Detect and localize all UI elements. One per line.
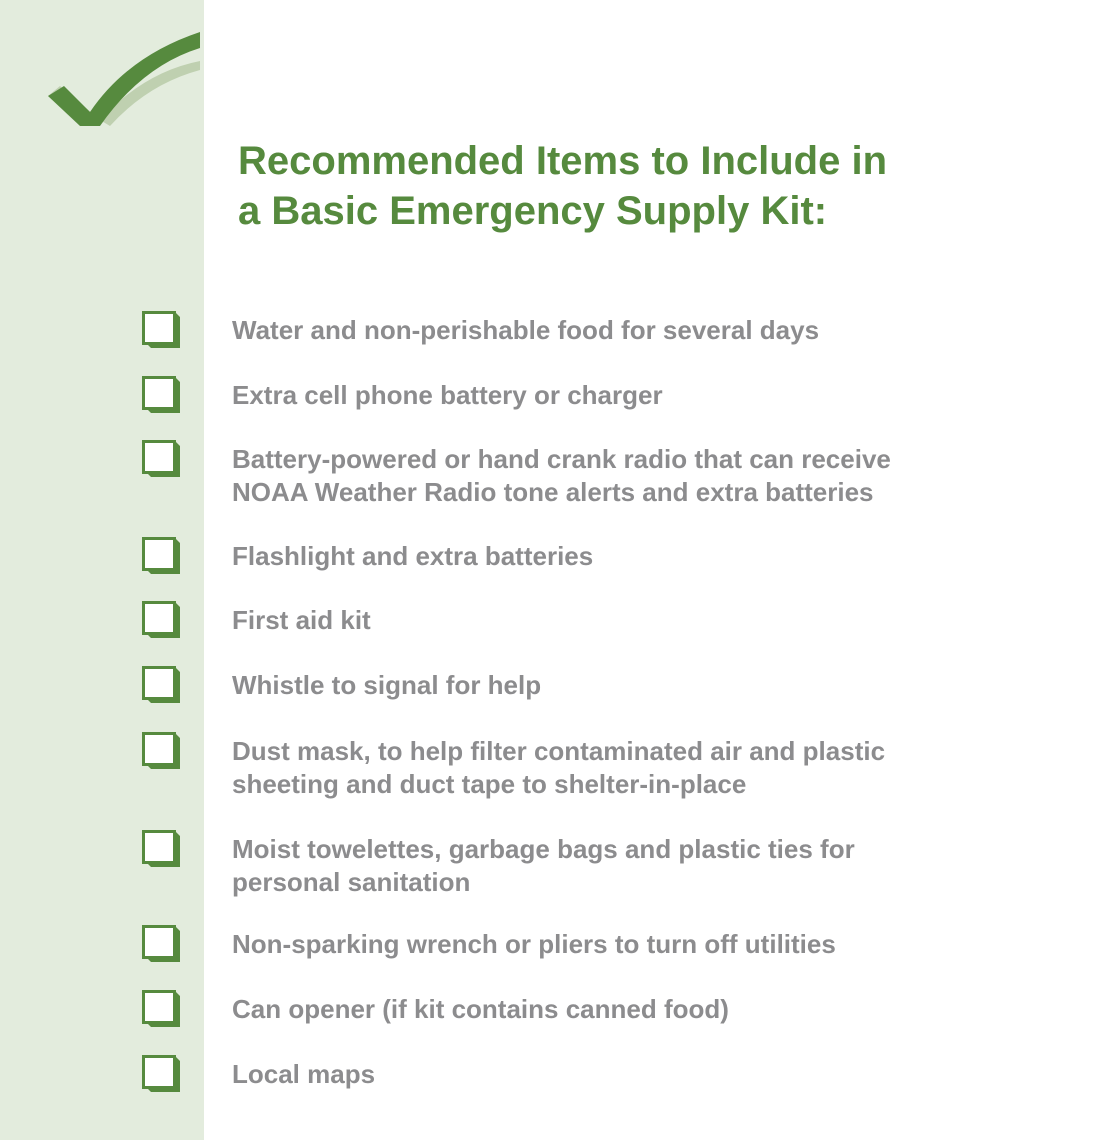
checkbox-icon[interactable] <box>142 440 180 478</box>
item-label: Whistle to signal for help <box>232 670 542 700</box>
item-label: Local maps <box>232 1059 376 1089</box>
item-label: Dust mask, to help filter contaminated air and plastic sheeting and duct tape to shelter-in-place <box>232 736 886 799</box>
item-label: Non-sparking wrench or pliers to turn off utilities <box>232 929 836 959</box>
checkbox-icon[interactable] <box>142 666 180 704</box>
checkbox-icon[interactable] <box>142 925 180 963</box>
checkbox-icon[interactable] <box>142 990 180 1028</box>
checkbox-icon[interactable] <box>142 732 180 770</box>
page-title: Recommended Items to Include in a Basic Emergency Supply Kit: <box>238 139 888 233</box>
checkbox-icon[interactable] <box>142 537 180 575</box>
item-label: Battery-powered or hand crank radio that can receive NOAA Weather Radio tone alerts and extra batteries <box>232 444 891 507</box>
item-label: Flashlight and extra batteries <box>232 541 594 571</box>
item-label: Water and non-perishable food for several days <box>232 315 820 345</box>
item-label: Extra cell phone battery or charger <box>232 380 663 410</box>
checkbox-icon[interactable] <box>142 601 180 639</box>
item-label: First aid kit <box>232 605 371 635</box>
checkbox-icon[interactable] <box>142 1055 180 1093</box>
checkmark-icon <box>44 28 204 132</box>
checkbox-icon[interactable] <box>142 311 180 349</box>
item-label: Can opener (if kit contains canned food) <box>232 994 729 1024</box>
checkbox-icon[interactable] <box>142 376 180 414</box>
checkbox-icon[interactable] <box>142 830 180 868</box>
item-label: Moist towelettes, garbage bags and plastic ties for personal sanitation <box>232 834 855 897</box>
